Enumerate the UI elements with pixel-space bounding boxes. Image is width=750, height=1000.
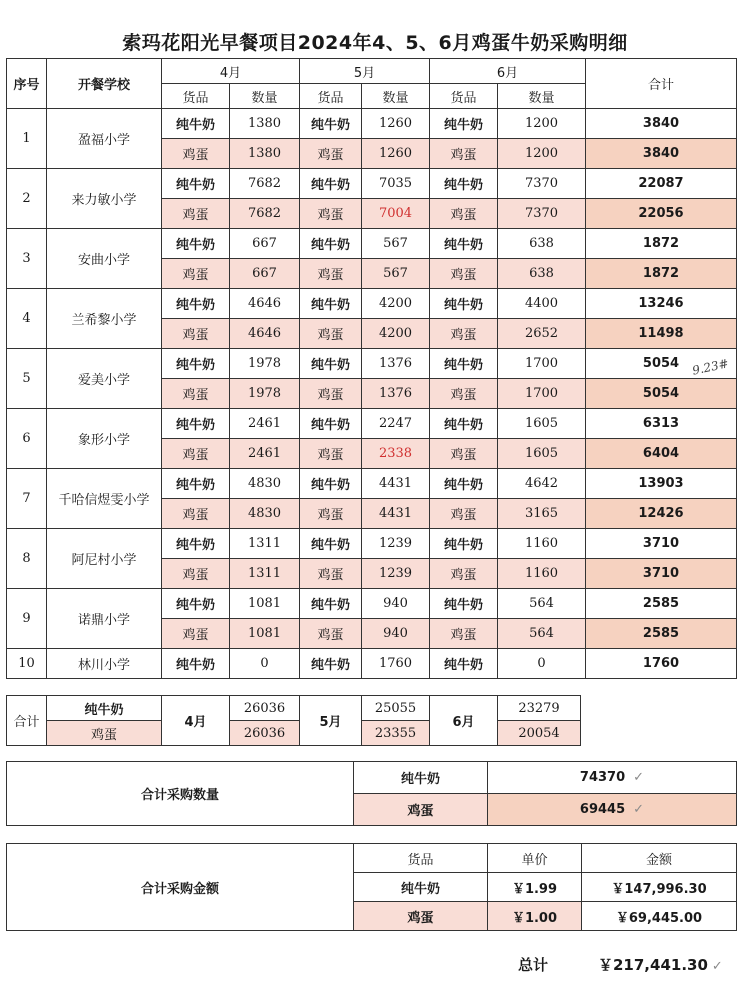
school-name: 兰希黎小学 xyxy=(47,289,162,349)
row-total: 13903 xyxy=(586,469,737,499)
row-total: 1760 xyxy=(586,649,737,679)
qty-cell: 1700 xyxy=(498,349,586,379)
month-label: 5月 xyxy=(300,696,362,746)
qty-cell: 2461 xyxy=(230,409,300,439)
school-name: 诺鼎小学 xyxy=(47,589,162,649)
table-row xyxy=(7,229,737,259)
col-header-price: 单价 xyxy=(488,844,582,873)
item-label: 纯牛奶 xyxy=(300,409,362,439)
row-total: 3710 xyxy=(586,529,737,559)
item-label: 鸡蛋 xyxy=(430,199,498,229)
row-total: 3710 xyxy=(586,559,737,589)
qty-cell: 1700 xyxy=(498,379,586,409)
qty-cell-highlighted: 2338 xyxy=(362,439,430,469)
row-number: 7 xyxy=(7,469,47,529)
row-total: 22087 xyxy=(586,169,737,199)
item-label: 纯牛奶 xyxy=(300,169,362,199)
item-label: 纯牛奶 xyxy=(430,169,498,199)
item-label: 纯牛奶 xyxy=(300,469,362,499)
grand-total-amount: ￥217,441.30 xyxy=(598,956,708,974)
item-label: 鸡蛋 xyxy=(300,139,362,169)
table-row xyxy=(7,589,737,619)
item-label: 纯牛奶 xyxy=(354,873,488,902)
milk-quantity-total xyxy=(488,762,737,794)
row-number: 8 xyxy=(7,529,47,589)
qty-cell: 567 xyxy=(362,229,430,259)
row-number: 3 xyxy=(7,229,47,289)
amount-summary-label: 合计采购金额 xyxy=(7,844,354,931)
qty-cell: 7682 xyxy=(230,169,300,199)
qty-cell: 2247 xyxy=(362,409,430,439)
item-label: 纯牛奶 xyxy=(354,762,488,794)
table-row xyxy=(7,649,737,679)
qty-cell: 1605 xyxy=(498,409,586,439)
qty-cell: 2461 xyxy=(230,439,300,469)
qty-cell: 4431 xyxy=(362,469,430,499)
item-label: 鸡蛋 xyxy=(162,559,230,589)
item-label: 鸡蛋 xyxy=(47,721,162,746)
item-label: 纯牛奶 xyxy=(430,469,498,499)
monthly-totals-table xyxy=(6,695,581,746)
school-name: 千哈信煜雯小学 xyxy=(47,469,162,529)
row-total: 2585 xyxy=(586,619,737,649)
col-header-june: 6月 xyxy=(430,59,586,84)
qty-cell: 1978 xyxy=(230,349,300,379)
milk-amount: ￥147,996.30 xyxy=(582,873,737,902)
table-row xyxy=(7,469,737,499)
subheader-qty: 数量 xyxy=(230,84,300,109)
qty-cell: 4200 xyxy=(362,319,430,349)
qty-cell: 1311 xyxy=(230,529,300,559)
item-label: 纯牛奶 xyxy=(430,289,498,319)
qty-cell: 1260 xyxy=(362,109,430,139)
amount-summary-table xyxy=(6,843,737,931)
col-header-april: 4月 xyxy=(162,59,300,84)
school-name: 安曲小学 xyxy=(47,229,162,289)
page-title: 索玛花阳光早餐项目2024年4、5、6月鸡蛋牛奶采购明细 xyxy=(122,32,628,54)
qty-cell: 4431 xyxy=(362,499,430,529)
qty-cell: 1978 xyxy=(230,379,300,409)
month-egg-total: 26036 xyxy=(230,721,300,746)
table-row xyxy=(7,289,737,319)
item-label: 鸡蛋 xyxy=(430,439,498,469)
qty-cell: 1311 xyxy=(230,559,300,589)
item-label: 鸡蛋 xyxy=(430,499,498,529)
item-label: 纯牛奶 xyxy=(162,469,230,499)
egg-quantity-value: 69445 xyxy=(579,802,626,817)
table-row xyxy=(7,169,737,199)
qty-cell: 1760 xyxy=(362,649,430,679)
item-label: 纯牛奶 xyxy=(300,529,362,559)
row-number: 2 xyxy=(7,169,47,229)
qty-cell: 1376 xyxy=(362,349,430,379)
item-label: 纯牛奶 xyxy=(162,289,230,319)
table-row xyxy=(7,349,737,379)
item-label: 鸡蛋 xyxy=(162,379,230,409)
qty-cell: 1160 xyxy=(498,529,586,559)
qty-cell: 2652 xyxy=(498,319,586,349)
row-total: 12426 xyxy=(586,499,737,529)
month-milk-total: 25055 xyxy=(362,696,430,721)
item-label: 鸡蛋 xyxy=(300,559,362,589)
row-total: 1872 xyxy=(586,229,737,259)
item-label: 鸡蛋 xyxy=(162,199,230,229)
item-label: 纯牛奶 xyxy=(162,229,230,259)
item-label: 纯牛奶 xyxy=(300,349,362,379)
school-name: 象形小学 xyxy=(47,409,162,469)
subheader-item: 货品 xyxy=(300,84,362,109)
item-label: 纯牛奶 xyxy=(162,169,230,199)
qty-cell: 940 xyxy=(362,619,430,649)
item-label: 纯牛奶 xyxy=(162,589,230,619)
qty-cell: 4646 xyxy=(230,319,300,349)
qty-cell: 564 xyxy=(498,589,586,619)
check-mark-icon: ✓ xyxy=(711,959,723,974)
qty-cell: 7682 xyxy=(230,199,300,229)
subheader-qty: 数量 xyxy=(498,84,586,109)
school-name: 盈福小学 xyxy=(47,109,162,169)
item-label: 纯牛奶 xyxy=(430,229,498,259)
item-label: 纯牛奶 xyxy=(162,109,230,139)
item-label: 鸡蛋 xyxy=(300,619,362,649)
qty-cell: 1081 xyxy=(230,589,300,619)
item-label: 鸡蛋 xyxy=(354,794,488,826)
item-label: 鸡蛋 xyxy=(162,499,230,529)
row-number: 10 xyxy=(7,649,47,679)
item-label: 纯牛奶 xyxy=(430,349,498,379)
qty-cell: 667 xyxy=(230,229,300,259)
quantity-summary-label: 合计采购数量 xyxy=(7,762,354,826)
row-total: 3840 xyxy=(586,139,737,169)
row-total: 11498 xyxy=(586,319,737,349)
item-label: 鸡蛋 xyxy=(162,259,230,289)
col-header-item: 货品 xyxy=(354,844,488,873)
col-header-may: 5月 xyxy=(300,59,430,84)
item-label: 鸡蛋 xyxy=(430,559,498,589)
row-number: 4 xyxy=(7,289,47,349)
qty-cell: 1380 xyxy=(230,109,300,139)
qty-cell: 0 xyxy=(498,649,586,679)
row-total: 6404 xyxy=(586,439,737,469)
item-label: 纯牛奶 xyxy=(430,409,498,439)
row-total: 5054 xyxy=(586,379,737,409)
item-label: 纯牛奶 xyxy=(47,696,162,721)
item-label: 鸡蛋 xyxy=(430,139,498,169)
item-label: 纯牛奶 xyxy=(430,109,498,139)
qty-cell: 7035 xyxy=(362,169,430,199)
qty-cell: 4642 xyxy=(498,469,586,499)
qty-cell-highlighted: 7004 xyxy=(362,199,430,229)
qty-cell: 638 xyxy=(498,229,586,259)
qty-cell: 1376 xyxy=(362,379,430,409)
item-label: 纯牛奶 xyxy=(300,649,362,679)
qty-cell: 3165 xyxy=(498,499,586,529)
qty-cell: 1239 xyxy=(362,529,430,559)
check-mark-icon: ✓ xyxy=(633,802,645,817)
table-row xyxy=(7,409,737,439)
row-total: 5054 xyxy=(586,349,737,379)
qty-cell: 1200 xyxy=(498,139,586,169)
table-row xyxy=(7,529,737,559)
month-label: 4月 xyxy=(162,696,230,746)
item-label: 纯牛奶 xyxy=(430,589,498,619)
item-label: 鸡蛋 xyxy=(430,619,498,649)
item-label: 鸡蛋 xyxy=(354,902,488,931)
item-label: 纯牛奶 xyxy=(162,349,230,379)
qty-cell: 638 xyxy=(498,259,586,289)
school-name: 林川小学 xyxy=(47,649,162,679)
egg-unit-price: ￥1.00 xyxy=(488,902,582,931)
subheader-item: 货品 xyxy=(162,84,230,109)
quantity-summary-table xyxy=(6,761,737,826)
month-milk-total: 26036 xyxy=(230,696,300,721)
col-header-no: 序号 xyxy=(7,59,47,109)
item-label: 鸡蛋 xyxy=(300,199,362,229)
qty-cell: 4200 xyxy=(362,289,430,319)
qty-cell: 4646 xyxy=(230,289,300,319)
qty-cell: 1605 xyxy=(498,439,586,469)
item-label: 鸡蛋 xyxy=(300,319,362,349)
table-row xyxy=(7,109,737,139)
col-header-amount: 金额 xyxy=(582,844,737,873)
row-number: 5 xyxy=(7,349,47,409)
handwritten-note: 9.23# xyxy=(690,356,730,378)
item-label: 纯牛奶 xyxy=(162,649,230,679)
item-label: 纯牛奶 xyxy=(300,109,362,139)
subheader-item: 货品 xyxy=(430,84,498,109)
item-label: 鸡蛋 xyxy=(162,139,230,169)
subheader-qty: 数量 xyxy=(362,84,430,109)
qty-cell: 564 xyxy=(498,619,586,649)
qty-cell: 7370 xyxy=(498,199,586,229)
col-header-school: 开餐学校 xyxy=(47,59,162,109)
row-total: 22056 xyxy=(586,199,737,229)
month-label: 6月 xyxy=(430,696,498,746)
item-label: 鸡蛋 xyxy=(430,319,498,349)
row-total: 6313 xyxy=(586,409,737,439)
item-label: 纯牛奶 xyxy=(300,289,362,319)
item-label: 纯牛奶 xyxy=(300,589,362,619)
item-label: 鸡蛋 xyxy=(430,259,498,289)
qty-cell: 567 xyxy=(362,259,430,289)
school-name: 爱美小学 xyxy=(47,349,162,409)
qty-cell: 1160 xyxy=(498,559,586,589)
qty-cell: 940 xyxy=(362,589,430,619)
item-label: 鸡蛋 xyxy=(300,259,362,289)
purchase-detail-table xyxy=(6,58,737,679)
col-header-total: 合计 xyxy=(586,59,737,109)
milk-quantity-value: 74370 xyxy=(579,770,626,785)
qty-cell: 667 xyxy=(230,259,300,289)
item-label: 鸡蛋 xyxy=(300,499,362,529)
milk-unit-price: ￥1.99 xyxy=(488,873,582,902)
school-name: 来力敏小学 xyxy=(47,169,162,229)
row-number: 9 xyxy=(7,589,47,649)
row-number: 1 xyxy=(7,109,47,169)
qty-cell: 1380 xyxy=(230,139,300,169)
item-label: 鸡蛋 xyxy=(162,319,230,349)
school-name: 阿尼村小学 xyxy=(47,529,162,589)
egg-amount: ￥69,445.00 xyxy=(582,902,737,931)
month-egg-total: 23355 xyxy=(362,721,430,746)
item-label: 纯牛奶 xyxy=(430,649,498,679)
qty-cell: 4830 xyxy=(230,499,300,529)
qty-cell: 0 xyxy=(230,649,300,679)
qty-cell: 4400 xyxy=(498,289,586,319)
item-label: 纯牛奶 xyxy=(162,409,230,439)
qty-cell: 4830 xyxy=(230,469,300,499)
month-milk-total: 23279 xyxy=(498,696,581,721)
month-egg-total: 20054 xyxy=(498,721,581,746)
qty-cell: 1200 xyxy=(498,109,586,139)
qty-cell: 1081 xyxy=(230,619,300,649)
item-label: 鸡蛋 xyxy=(162,439,230,469)
grand-total-value xyxy=(598,954,723,975)
row-total: 3840 xyxy=(586,109,737,139)
monthly-totals-label: 合计 xyxy=(7,696,47,746)
item-label: 鸡蛋 xyxy=(162,619,230,649)
item-label: 纯牛奶 xyxy=(430,529,498,559)
item-label: 鸡蛋 xyxy=(430,379,498,409)
item-label: 鸡蛋 xyxy=(300,379,362,409)
row-number: 6 xyxy=(7,409,47,469)
row-total: 1872 xyxy=(586,259,737,289)
row-total: 2585 xyxy=(586,589,737,619)
grand-total-label: 总计 xyxy=(518,956,549,974)
qty-cell: 7370 xyxy=(498,169,586,199)
item-label: 鸡蛋 xyxy=(300,439,362,469)
check-mark-icon: ✓ xyxy=(633,770,645,785)
item-label: 纯牛奶 xyxy=(162,529,230,559)
qty-cell: 1239 xyxy=(362,559,430,589)
qty-cell: 1260 xyxy=(362,139,430,169)
item-label: 纯牛奶 xyxy=(300,229,362,259)
egg-quantity-total xyxy=(488,794,737,826)
row-total: 13246 xyxy=(586,289,737,319)
